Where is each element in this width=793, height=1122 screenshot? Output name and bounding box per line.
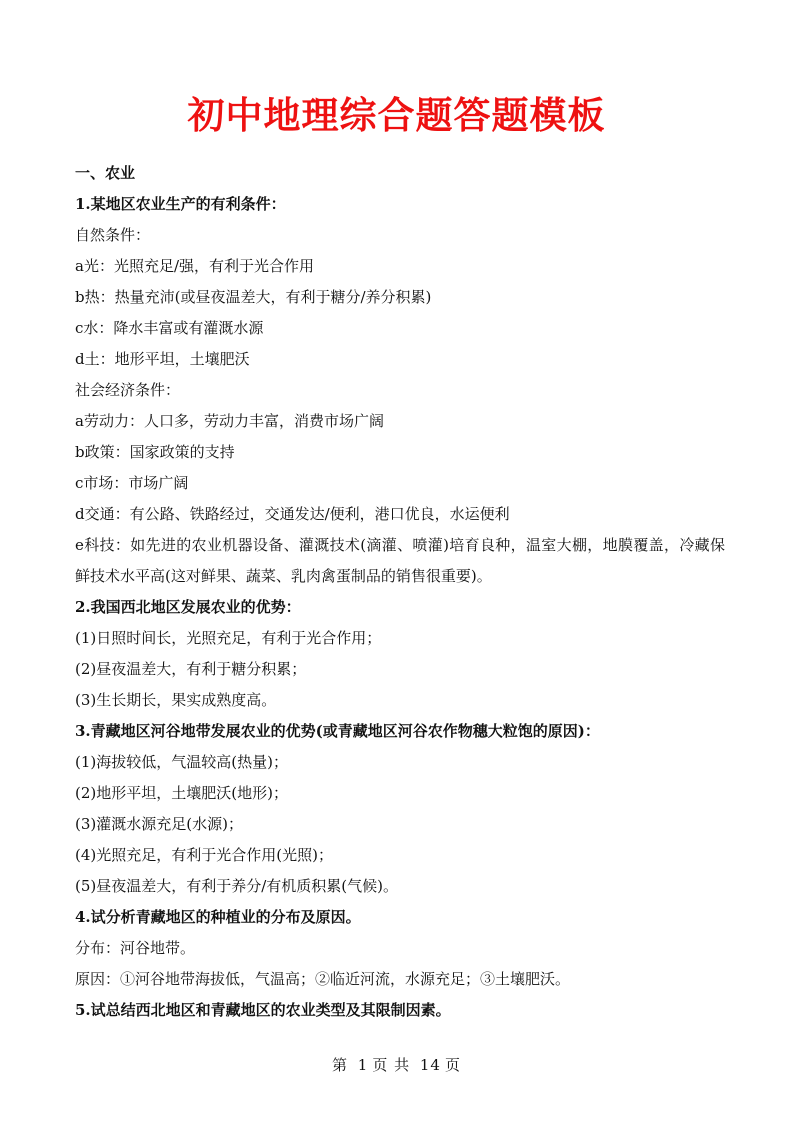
body-line: b政策：国家政策的支持: [75, 443, 235, 461]
document-title: 初中地理综合题答题模板: [187, 94, 606, 137]
document-body: [75, 158, 725, 1026]
section-heading: 4.试分析青藏地区的种植业的分布及原因。: [75, 908, 361, 926]
body-line: 分布：河谷地带。: [75, 939, 196, 957]
body-line: (4)光照充足，有利于光合作用(光照)；: [75, 846, 333, 864]
section-heading: 5.试总结西北地区和青藏地区的农业类型及其限制因素。: [75, 1001, 451, 1019]
body-line: (1)日照时间长，光照充足，有利于光合作用；: [75, 629, 382, 647]
footer-page-number: 1: [357, 1056, 369, 1074]
body-line: c市场：市场广阔: [75, 474, 189, 492]
footer-prefix: 第: [331, 1056, 348, 1074]
footer-suffix: 页: [444, 1056, 461, 1074]
body-line: e科技：如先进的农业机器设备、灌溉技术(滴灌、喷灌)培育良种，温室大棚，地膜覆盖，冷藏保鲜技术水平高(这对鲜果、蔬菜、乳肉禽蛋制品的销售很重要)。: [75, 536, 725, 585]
body-line: 原因：①河谷地带海拔低，气温高；②临近河流，水源充足；③土壤肥沃。: [75, 970, 571, 988]
body-line: (5)昼夜温差大，有利于养分/有机质积累(气候)。: [75, 877, 399, 895]
body-line: a劳动力：人口多，劳动力丰富，消费市场广阔: [75, 412, 384, 430]
body-line: b热：热量充沛(或昼夜温差大，有利于糖分/养分积累): [75, 288, 432, 306]
body-line: 社会经济条件：: [75, 381, 181, 399]
section-heading: 1.某地区农业生产的有利条件：: [75, 195, 286, 213]
body-line: (1)海拔较低，气温较高(热量)；: [75, 753, 288, 771]
body-line: a光：光照充足/强，有利于光合作用: [75, 257, 314, 275]
body-line: (3)生长期长，果实成熟度高。: [75, 691, 277, 709]
footer-total-pages: 14: [419, 1056, 441, 1074]
body-line: d交通：有公路、铁路经过，交通发达/便利，港口优良，水运便利: [75, 505, 510, 523]
body-line: (2)昼夜温差大，有利于糖分积累；: [75, 660, 307, 678]
section-heading: 2.我国西北地区发展农业的优势：: [75, 598, 301, 616]
body-line: d土：地形平坦，土壤肥沃: [75, 350, 250, 368]
body-line: 自然条件：: [75, 226, 151, 244]
section-heading: 3.青藏地区河谷地带发展农业的优势(或青藏地区河谷农作物穗大粒饱的原因)：: [75, 722, 600, 740]
footer-middle: 页 共: [372, 1056, 411, 1074]
body-line: c水：降水丰富或有灌溉水源: [75, 319, 264, 337]
body-line: (2)地形平坦，土壤肥沃(地形)；: [75, 784, 288, 802]
page-footer: [0, 1050, 793, 1080]
section-heading: 一、农业: [75, 164, 136, 182]
body-line: (3)灌溉水源充足(水源)；: [75, 815, 243, 833]
